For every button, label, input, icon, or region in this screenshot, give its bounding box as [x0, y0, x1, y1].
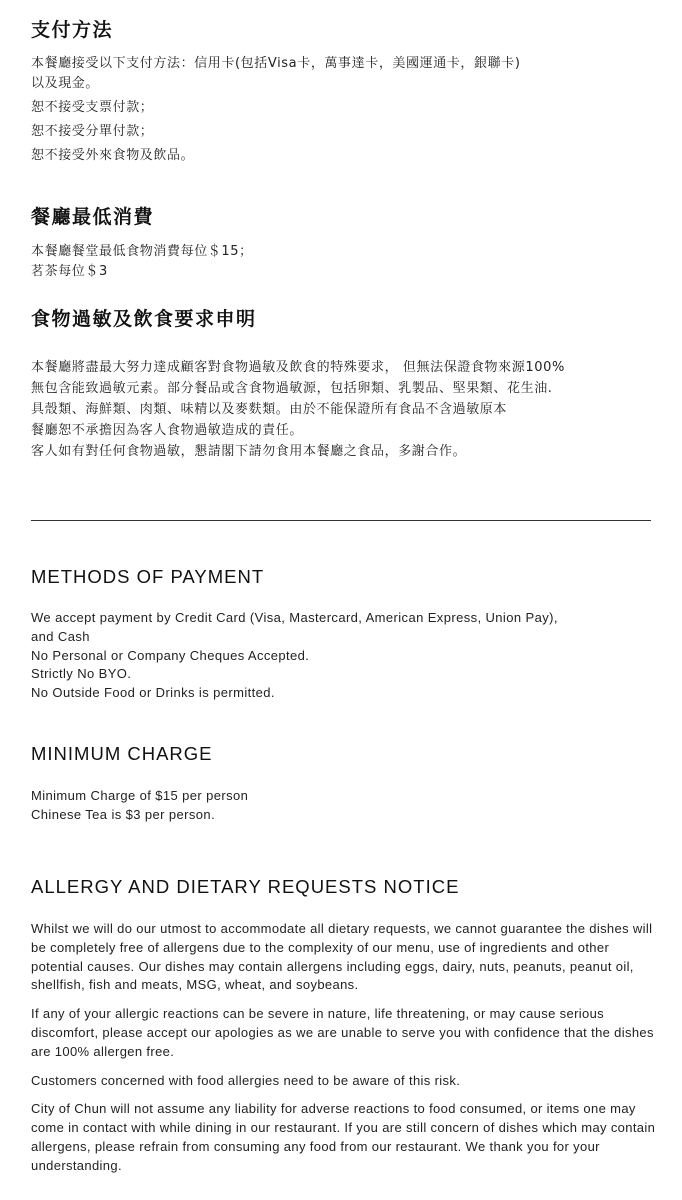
en-allergy-paragraph: City of Chun will not assume any liability for adverse reactions to food consumed, or items one may come in contact with while dining in our restaurant. If you are still concern of dishes which may contain allergens, please refrain from consuming any food from our restaurant. We thank you for your understanding. [31, 1101, 656, 1173]
en-payment-line: and Cash [31, 628, 90, 644]
en-allergy-paragraph: If any of your allergic reactions can be severe in nature, life threatening, or may cause serious discomfort, please accept our apologies as we are unable to serve you with confidence that the dishes are 100% allergen free. [31, 1006, 654, 1059]
zh-minimum-line: 本餐廳餐堂最低食物消費每位＄15； [31, 244, 253, 259]
zh-payment-line: 本餐廳接受以下支付方法：信用卡(包括Visa卡，萬事達卡，美國運通卡，銀聯卡) [31, 56, 521, 71]
zh-minimum-line: 茗茶每位＄3 [31, 264, 108, 279]
zh-payment-line: 以及現金。 [31, 76, 100, 91]
en-payment-line: No Outside Food or Drinks is permitted. [31, 685, 275, 701]
zh-allergy-line: 本餐廳將盡最大努力達成顧客對食物過敏及飲食的特殊要求， 但無法保證食物來源100% [31, 360, 565, 375]
en-minimum-line: Minimum Charge of $15 per person [31, 788, 249, 803]
zh-minimum-body [31, 242, 671, 282]
en-allergy-body [31, 920, 671, 1176]
zh-allergy-line: 客人如有對任何食物過敏，懇請閣下請勿食用本餐廳之食品，多謝合作。 [31, 444, 467, 459]
en-payment-line: No Personal or Company Cheques Accepted. [31, 647, 310, 663]
zh-payment-line: 恕不接受外來食物及飲品。 [31, 148, 195, 163]
zh-allergy-title: 食物過敏及飲食要求申明 [31, 308, 257, 330]
en-payment-body [31, 609, 671, 703]
zh-allergy-line: 具殼類、海鮮類、肉類、味精以及麥麩類。由於不能保證所有食品不含過敏原本 [31, 402, 508, 417]
en-payment-title: METHODS OF PAYMENT [31, 566, 265, 587]
zh-payment-title: 支付方法 [31, 19, 114, 41]
zh-allergy-line: 餐廳恕不承擔因為客人食物過敏造成的責任。 [31, 423, 304, 438]
zh-allergy-body [31, 357, 671, 462]
zh-payment-line: 恕不接受分單付款； [31, 124, 154, 139]
en-allergy-paragraph: Customers concerned with food allergies need to be aware of this risk. [31, 1072, 461, 1088]
en-payment-line: Strictly No BYO. [31, 666, 132, 682]
en-allergy-paragraph: Whilst we will do our utmost to accommodate all dietary requests, we cannot guarantee the dishes will be completely free of allergens due to the complexity of our menu, use of ingredients and other potential causes. Our dishes may contain allergens including eggs, dairy, nuts, peanuts, peanut oil, shellfish, fish and meats, MSG, wheat, and soybeans. [31, 921, 653, 993]
zh-payment-body [31, 54, 671, 166]
zh-payment-line: 恕不接受支票付款； [31, 100, 154, 115]
zh-minimum-title: 餐廳最低消費 [31, 206, 155, 228]
en-minimum-title: MINIMUM CHARGE [31, 743, 213, 764]
section-divider [31, 520, 651, 521]
en-minimum-line: Chinese Tea is $3 per person. [31, 806, 216, 822]
en-payment-line: We accept payment by Credit Card (Visa, Mastercard, American Express, Union Pay), [31, 610, 558, 625]
en-allergy-title: ALLERGY AND DIETARY REQUESTS NOTICE [31, 876, 460, 897]
en-minimum-body [31, 787, 671, 825]
zh-allergy-line: 無包含能致過敏元素。部分餐品或含食物過敏源，包括卵類、乳製品、堅果類、花生油. [31, 381, 553, 396]
